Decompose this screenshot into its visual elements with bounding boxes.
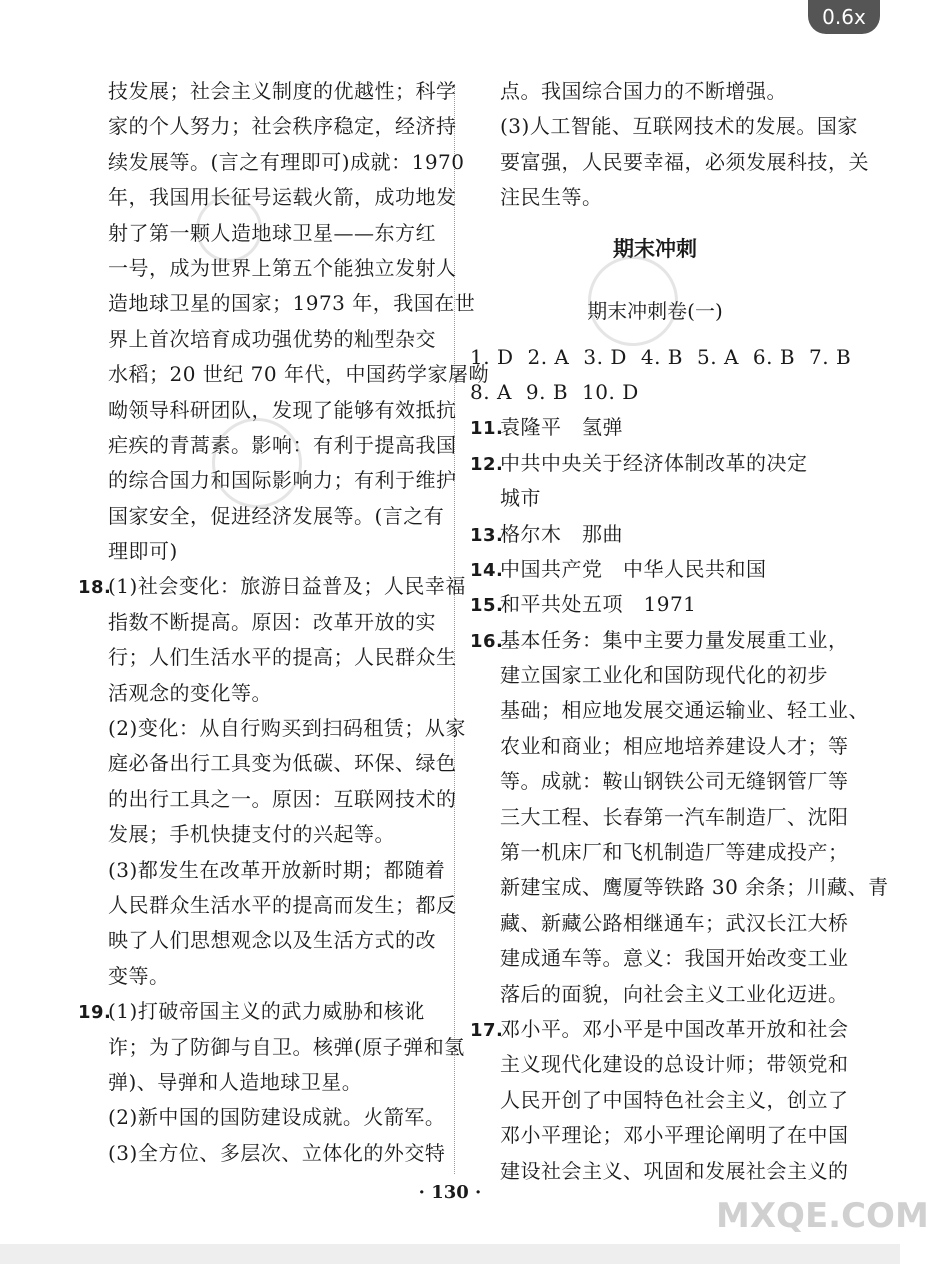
text-line <box>78 782 457 817</box>
text-line <box>470 587 840 622</box>
line-text: 城市 <box>500 486 541 511</box>
text-line <box>470 977 849 1012</box>
line-text: (2)变化：从自行购买到扫码租赁；从家 <box>108 716 466 741</box>
watermark-stamp-icon <box>212 418 302 508</box>
answer-item: 7. B <box>809 344 852 369</box>
text-line <box>78 251 457 286</box>
text-line <box>470 941 849 976</box>
text-line <box>470 180 840 215</box>
line-text: 界上首次培育成功强优势的籼型杂交 <box>108 326 436 351</box>
question-number: 14. <box>470 559 504 581</box>
line-text: 的出行工具之一。原因：互联网技术的 <box>108 786 457 811</box>
text-line <box>470 800 849 835</box>
text-line <box>78 534 440 569</box>
answer-item: 10. D <box>582 379 639 404</box>
text-line <box>78 180 457 215</box>
line-text: 建立国家工业化和国防现代化的初步 <box>500 663 828 688</box>
question-number: 11. <box>470 418 504 440</box>
text-line <box>78 640 457 675</box>
line-text: 续发展等。(言之有理即可)成就：1970 <box>108 149 465 174</box>
line-text: 国家安全，促进经济发展等。(言之有 <box>108 503 445 528</box>
line-text: 建设社会主义、巩固和发展社会主义的 <box>500 1158 849 1183</box>
line-text: 疟疾的青蒿素。影响：有利于提高我国 <box>108 432 457 457</box>
text-line <box>470 517 840 552</box>
text-line <box>470 1047 849 1082</box>
line-text: 活观念的变化等。 <box>108 680 272 705</box>
text-line <box>470 764 849 799</box>
line-text: (3)全方位、多层次、立体化的外交特 <box>108 1140 446 1165</box>
line-text: 水稻；20 世纪 70 年代，中国药学家屠呦 <box>108 362 489 387</box>
text-line <box>78 1030 465 1065</box>
right-bottom-text <box>470 410 889 1189</box>
line-text: 建成通车等。意义：我国开始改变工业 <box>500 946 849 971</box>
text-line <box>78 1100 446 1135</box>
line-text: 藏、新藏公路相继通车；武汉长江大桥 <box>500 910 849 935</box>
text-line <box>78 145 465 180</box>
text-line <box>470 410 840 445</box>
line-text: 邓小平理论；邓小平理论阐明了在中国 <box>500 1123 849 1148</box>
line-text: (1)社会变化：旅游日益普及；人民幸福 <box>108 574 466 599</box>
line-text: 人民群众生活水平的提高而发生；都反 <box>108 892 457 917</box>
line-text: 诈；为了防御与自卫。核弹(原子弹和氢 <box>108 1034 465 1059</box>
question-number: 18. <box>78 577 112 599</box>
line-text: (2)新中国的国防建设成就。火箭军。 <box>108 1105 446 1130</box>
text-line <box>470 552 840 587</box>
answer-item: 5. A <box>697 344 739 369</box>
answer-item: 1. D <box>470 344 514 369</box>
answer-item: 4. B <box>640 344 683 369</box>
playback-speed-badge[interactable]: 0.6x <box>808 0 880 34</box>
line-text: 弹)、导弹和人造地球卫星。 <box>108 1069 363 1094</box>
watermark-stamp-icon <box>196 196 262 262</box>
line-text: 袁隆平 氢弹 <box>500 415 623 440</box>
line-text: 指数不断提高。原因：改革开放的实 <box>108 609 436 634</box>
page-number: · 130 · <box>418 1182 482 1203</box>
bottom-bar <box>0 1244 900 1264</box>
question-number: 13. <box>470 524 504 546</box>
text-line <box>78 676 440 711</box>
answer-item: 8. A <box>470 379 512 404</box>
answer-item: 3. D <box>583 344 627 369</box>
text-line <box>470 145 869 180</box>
line-text: 理即可) <box>108 539 178 564</box>
right-top-text <box>470 74 869 216</box>
line-text: 变等。 <box>108 963 170 988</box>
line-text: 第一机床厂和飞机制造厂等建成投产； <box>500 840 849 865</box>
text-line <box>470 481 840 516</box>
text-line <box>470 109 858 144</box>
line-text: 落后的面貌，向社会主义工业化迈进。 <box>500 981 849 1006</box>
line-text: 三大工程、长春第一汽车制造厂、沈阳 <box>500 804 849 829</box>
line-text: 要富强，人民要幸福，必须发展科技，关 <box>500 149 869 174</box>
text-line <box>78 569 466 604</box>
text-line <box>470 623 849 658</box>
line-text: 新建宝成、鹰厦等铁路 30 余条；川藏、青 <box>500 875 889 900</box>
column-divider <box>454 84 455 1174</box>
text-line <box>78 357 489 392</box>
line-text: 年，我国用长征号运载火箭，成功地发 <box>108 185 457 210</box>
text-line <box>78 1065 440 1100</box>
line-text: 邓小平。邓小平是中国改革开放和社会 <box>500 1016 849 1041</box>
text-line <box>78 923 440 958</box>
text-line <box>78 959 440 994</box>
text-line <box>78 817 440 852</box>
question-number: 19. <box>78 1002 112 1024</box>
line-text: 等。成就：鞍山钢铁公司无缝钢管厂等 <box>500 769 849 794</box>
text-line <box>470 835 849 870</box>
text-line <box>78 1136 446 1171</box>
line-text: (3)人工智能、互联网技术的发展。国家 <box>500 114 858 139</box>
text-line <box>78 994 440 1029</box>
line-text: 点。我国综合国力的不断增强。 <box>500 79 787 103</box>
text-line <box>78 74 457 109</box>
text-line <box>78 888 457 923</box>
text-line <box>470 693 869 728</box>
line-text: 人民开创了中国特色社会主义，创立了 <box>500 1087 849 1112</box>
answer-row <box>470 340 852 375</box>
multiple-choice-answers <box>470 340 852 411</box>
answer-item: 6. B <box>752 344 796 369</box>
line-text: 行；人们生活水平的提高；人民群众生 <box>108 645 457 670</box>
text-line <box>470 729 849 764</box>
line-text: (1)打破帝国主义的武力威胁和核讹 <box>108 999 425 1024</box>
line-text: 技发展；社会主义制度的优越性；科学 <box>108 79 457 103</box>
line-text: 农业和商业；相应地培养建设人才；等 <box>500 733 849 758</box>
line-text: 庭必备出行工具变为低碳、环保、绿色 <box>108 751 457 776</box>
line-text: 一号，成为世界上第五个能独立发射人 <box>108 255 457 280</box>
answer-item: 9. B <box>525 379 569 404</box>
line-text: 注民生等。 <box>500 185 603 210</box>
line-text: 造地球卫星的国家；1973 年，我国在世 <box>108 291 476 316</box>
section-title: 期末冲刺 <box>613 236 697 261</box>
text-line <box>470 1118 849 1153</box>
line-text: 和平共处五项 1971 <box>500 592 697 617</box>
question-number: 15. <box>470 595 504 617</box>
line-text: 格尔木 那曲 <box>500 521 623 546</box>
text-line <box>78 853 446 888</box>
text-line <box>78 322 440 357</box>
answer-row <box>470 375 840 410</box>
watermark-text: MXQE.COM <box>716 1196 929 1236</box>
watermark-stamp-icon <box>588 256 678 346</box>
line-text: 基本任务：集中主要力量发展重工业， <box>500 627 849 652</box>
line-text: 映了人们思想观念以及生活方式的改 <box>108 928 436 953</box>
text-line <box>78 711 466 746</box>
question-number: 17. <box>470 1019 504 1041</box>
line-text: 中共中央关于经济体制改革的决定 <box>500 450 808 475</box>
text-line <box>470 446 840 481</box>
text-line <box>78 286 476 321</box>
line-text: 发展；手机快捷支付的兴起等。 <box>108 822 395 847</box>
line-text: 家的个人努力；社会秩序稳定，经济持 <box>108 114 457 139</box>
text-line <box>78 109 457 144</box>
answer-item: 2. A <box>527 344 570 369</box>
line-text: (3)都发生在改革开放新时期；都随着 <box>108 857 446 882</box>
line-text: 射了第一颗人造地球卫星——东方红 <box>108 220 436 245</box>
text-line <box>470 906 849 941</box>
text-line <box>470 1012 849 1047</box>
text-line <box>470 74 840 109</box>
line-text: 呦领导科研团队，发现了能够有效抵抗 <box>108 397 457 422</box>
question-number: 16. <box>470 630 504 652</box>
line-text: 主义现代化建设的总设计师；带领党和 <box>500 1052 849 1077</box>
text-line <box>470 1083 849 1118</box>
line-text: 的综合国力和国际影响力；有利于维护 <box>108 468 457 493</box>
line-text: 基础；相应地发展交通运输业、轻工业、 <box>500 698 869 723</box>
text-line <box>78 746 457 781</box>
question-number: 12. <box>470 453 504 475</box>
text-line <box>78 605 440 640</box>
right-column <box>470 74 889 1189</box>
subsection-title: 期末冲刺卷(一) <box>587 298 723 323</box>
line-text: 中国共产党 中华人民共和国 <box>500 556 767 581</box>
text-line <box>470 870 889 905</box>
text-line <box>470 658 840 693</box>
